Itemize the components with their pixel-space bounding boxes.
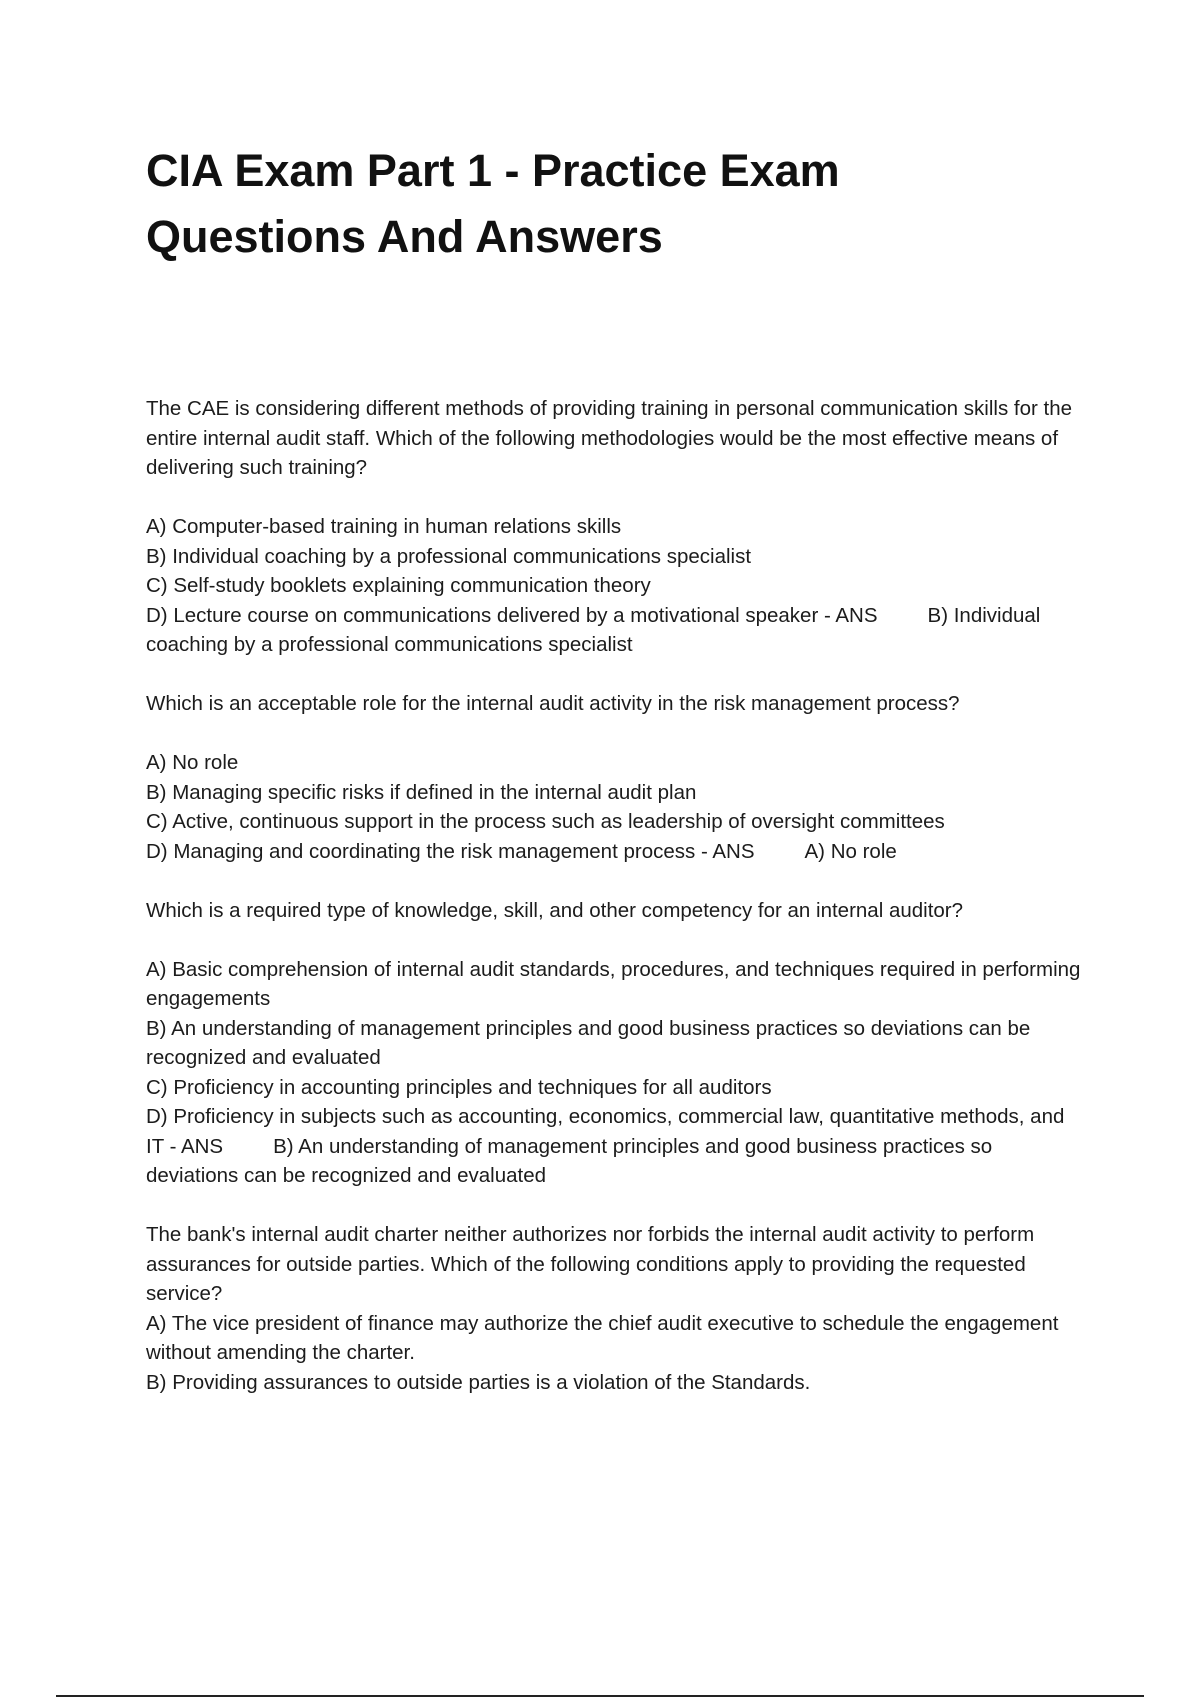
title-line-1: CIA Exam Part 1 - Practice Exam — [146, 145, 840, 196]
question-text: The bank's internal audit charter neither authorizes nor forbids the internal audit activity to perform assurances for outside parties. Which of the following conditions apply to providing the requested service? — [146, 1223, 1035, 1305]
ans-label: - ANS — [169, 1134, 224, 1158]
question-text: The CAE is considering different methods of providing training in personal communication skills for the entire internal audit staff. Which of the following methodologies would be the most effective means of delivering such training? — [146, 397, 1073, 479]
ans-label: - ANS — [700, 839, 755, 863]
question-block — [146, 689, 1086, 866]
question-text: Which is a required type of knowledge, skill, and other competency for an internal auditor? — [146, 898, 964, 922]
correct-answer: A) No role — [804, 839, 897, 863]
option-d: D) Lecture course on communications delivered by a motivational speaker — [146, 603, 819, 627]
option-c: C) Self-study booklets explaining communication theory — [146, 574, 651, 597]
option-a: A) No role — [146, 751, 239, 774]
answer-options — [146, 1309, 1086, 1398]
option-a: A) Basic comprehension of internal audit standards, procedures, and techniques required in performing engagements — [146, 957, 1081, 1010]
option-b: B) Individual coaching by a professional communications specialist — [146, 544, 752, 568]
option-d: D) Proficiency in subjects such as accounting, economics, commercial law, quantitative methods, and IT — [146, 1105, 1065, 1158]
option-d: D) Managing and coordinating the risk management process — [146, 839, 696, 863]
answer-options — [146, 748, 1086, 866]
option-b: B) Managing specific risks if defined in the internal audit plan — [146, 780, 697, 804]
option-b: B) Providing assurances to outside parties is a violation of the Standards. — [146, 1370, 811, 1394]
option-b: B) An understanding of management principles and good business practices so deviations can be recognized and evaluated — [146, 1016, 1031, 1069]
option-a: A) Computer-based training in human relations skills — [146, 515, 622, 538]
question-block — [146, 896, 1086, 1191]
option-c: C) Active, continuous support in the process such as leadership of oversight committees — [146, 810, 945, 833]
question-text: Which is an acceptable role for the internal audit activity in the risk management process? — [146, 692, 960, 715]
question-block — [146, 1220, 1086, 1397]
ans-label: - ANS — [823, 603, 878, 627]
footer-divider — [56, 1695, 1144, 1697]
question-block — [146, 394, 1086, 660]
page-title — [146, 138, 1026, 270]
correct-answer: B) An understanding of management principles and good business practices so deviations can be recognized and evaluated — [146, 1134, 993, 1187]
correct-answer: B) Individual coaching by a professional communications specialist — [146, 603, 1041, 656]
option-c: C) Proficiency in accounting principles and techniques for all auditors — [146, 1075, 772, 1099]
question-list — [146, 394, 1086, 1427]
option-a: A) The vice president of finance may authorize the chief audit executive to schedule the engagement without amending the charter. — [146, 1311, 1059, 1364]
answer-options — [146, 512, 1086, 660]
title-line-2: Questions And Answers — [146, 211, 663, 262]
answer-options — [146, 955, 1086, 1191]
